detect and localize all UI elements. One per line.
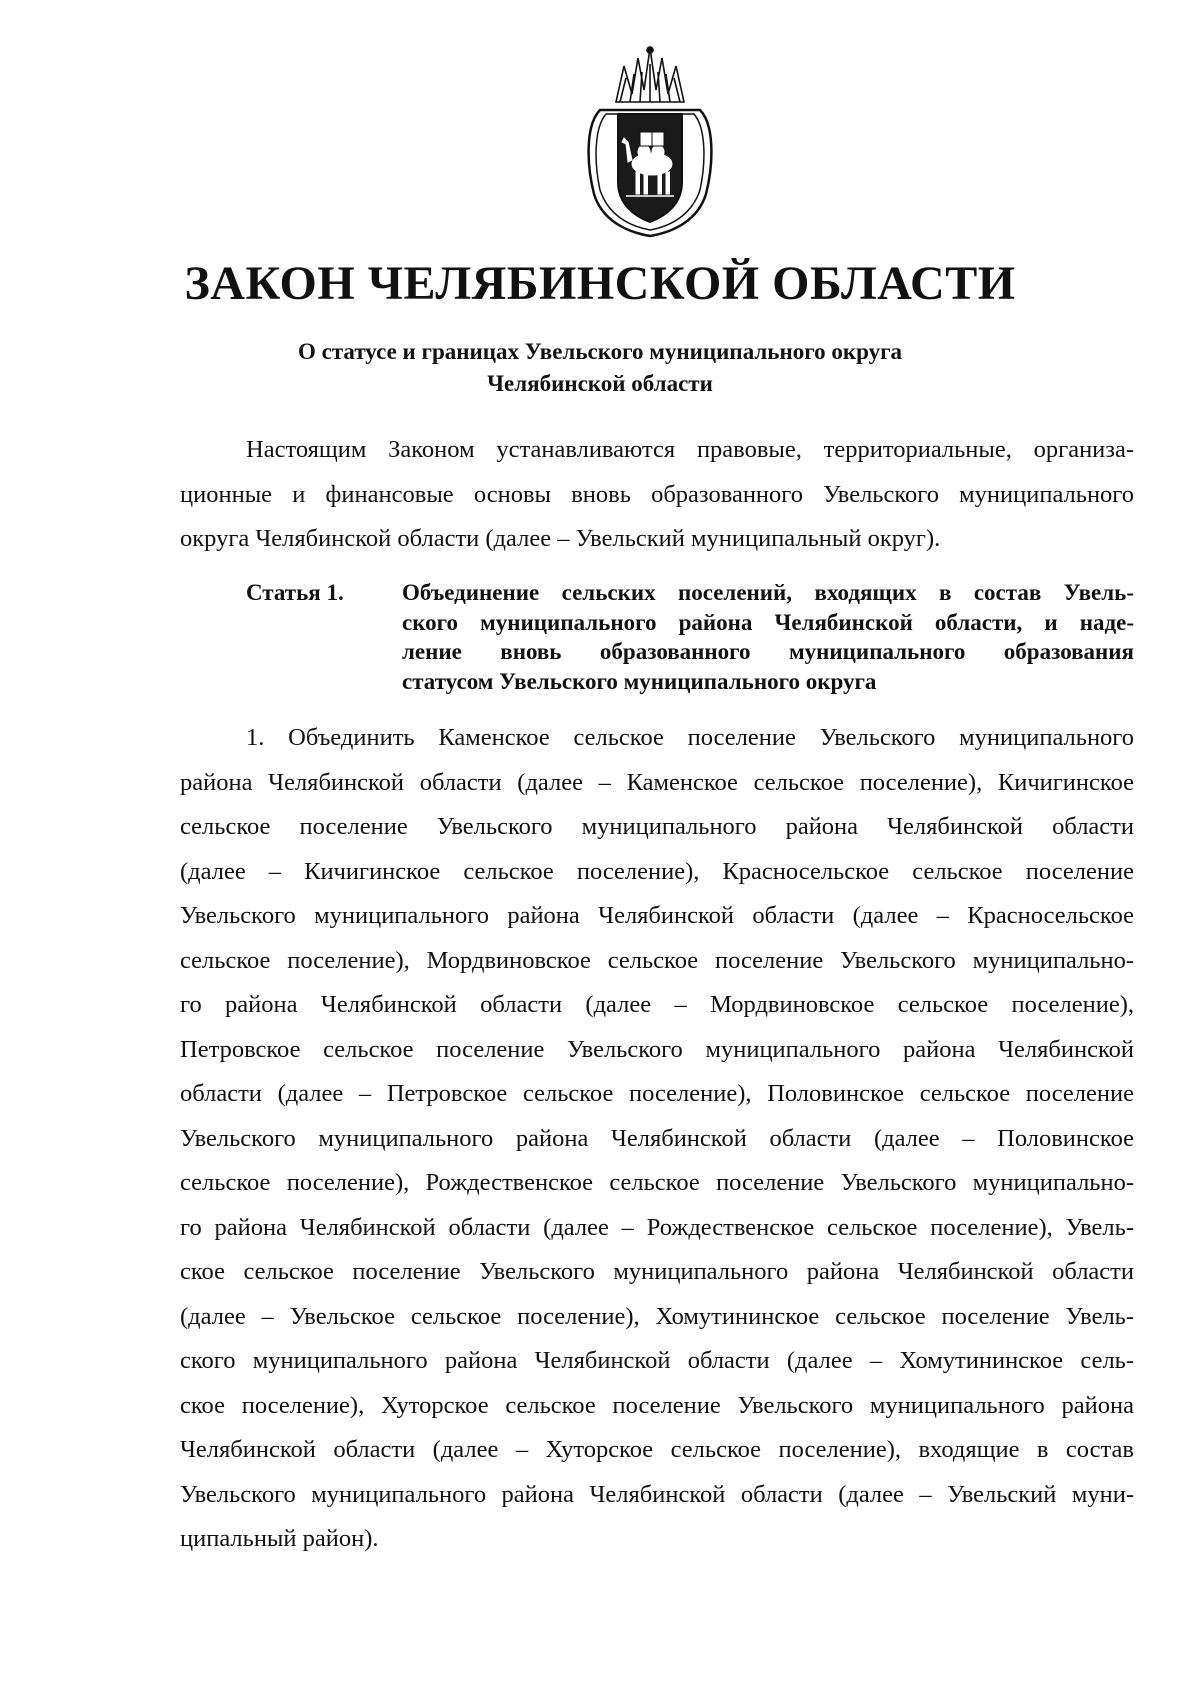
paragraph-line: Увельского муниципального района Челябинской области (далее – Увельский муни- [180,1480,1134,1508]
paragraph-line: сельское поселение), Рождественское сельское поселение Увельского муниципально- [180,1169,1134,1196]
paragraph-line: (далее – Увельское сельское поселение), Хомутининское сельское поселение Увель- [180,1302,1134,1330]
crown-icon [616,47,684,102]
paragraph-line: области (далее – Петровское сельское поселение), Половинское сельское поселение [180,1080,1134,1107]
article-title-line: ского муниципального района Челябинской области, и наде- [402,609,1134,635]
paragraph-line: Челябинской области (далее – Хуторское сельское поселение), входящие в состав [180,1436,1134,1463]
document-subtitle [0,336,1200,400]
paragraph-line: ского муниципального района Челябинской области (далее – Хомутининское сель- [180,1347,1134,1374]
paragraph-line: округа Челябинской области (далее – Увельский муниципальный округ). [180,525,941,552]
paragraph-line: ское поселение), Хуторское сельское поселение Увельского муниципального района [180,1391,1134,1419]
paragraph-line: сельское поселение), Мордвиновское сельское поселение Увельского муниципально- [180,946,1134,974]
paragraph-line: ское сельское поселение Увельского муниципального района Челябинской области [180,1258,1134,1285]
paragraph-line: 1. Объединить Каменское сельское поселение Увельского муниципального [246,724,1134,751]
clause-paragraph [180,716,1134,1562]
paragraph-line: ционные и финансовые основы вновь образованного Увельского муниципального [180,480,1134,508]
paragraph-line: ципальный район). [180,1525,379,1552]
document-title: ЗАКОН ЧЕЛЯБИНСКОЙ ОБЛАСТИ [184,257,1016,310]
intro-paragraph [180,428,1134,562]
paragraph-line: го района Челябинской области (далее – Рождественское сельское поселение), Увель- [180,1213,1134,1241]
paragraph-line: района Челябинской области (далее – Каменское сельское поселение), Кичигинское [180,768,1134,796]
paragraph-line: сельское поселение Увельского муниципального района Челябинской области [180,813,1134,840]
paragraph-line: Увельского муниципального района Челябинской области (далее – Половинское [180,1124,1134,1152]
coat-of-arms-icon [578,44,722,240]
paragraph-line: Настоящим Законом устанавливаются правовые, территориальные, организа- [246,436,1134,463]
paragraph-line: Увельского муниципального района Челябинской области (далее – Красносельское [180,902,1134,929]
article-title-line: статусом Увельского муниципального округа [402,668,877,694]
article-label: Статья 1. [246,580,344,605]
subtitle-line: Челябинской области [487,371,713,396]
article-title [402,578,1134,696]
paragraph-line: (далее – Кичигинское сельское поселение), Красносельское сельское поселение [180,857,1134,885]
article-title-line: ление вновь образованного муниципального образования [402,639,1134,664]
paragraph-line: Петровское сельское поселение Увельского муниципального района Челябинской [180,1035,1134,1063]
subtitle-line: О статусе и границах Увельского муниципального округа [297,339,903,364]
paragraph-line: го района Челябинской области (далее – Мордвиновское сельское поселение), [180,991,1134,1018]
article-title-line: Объединение сельских поселений, входящих в состав Увель- [402,580,1134,605]
